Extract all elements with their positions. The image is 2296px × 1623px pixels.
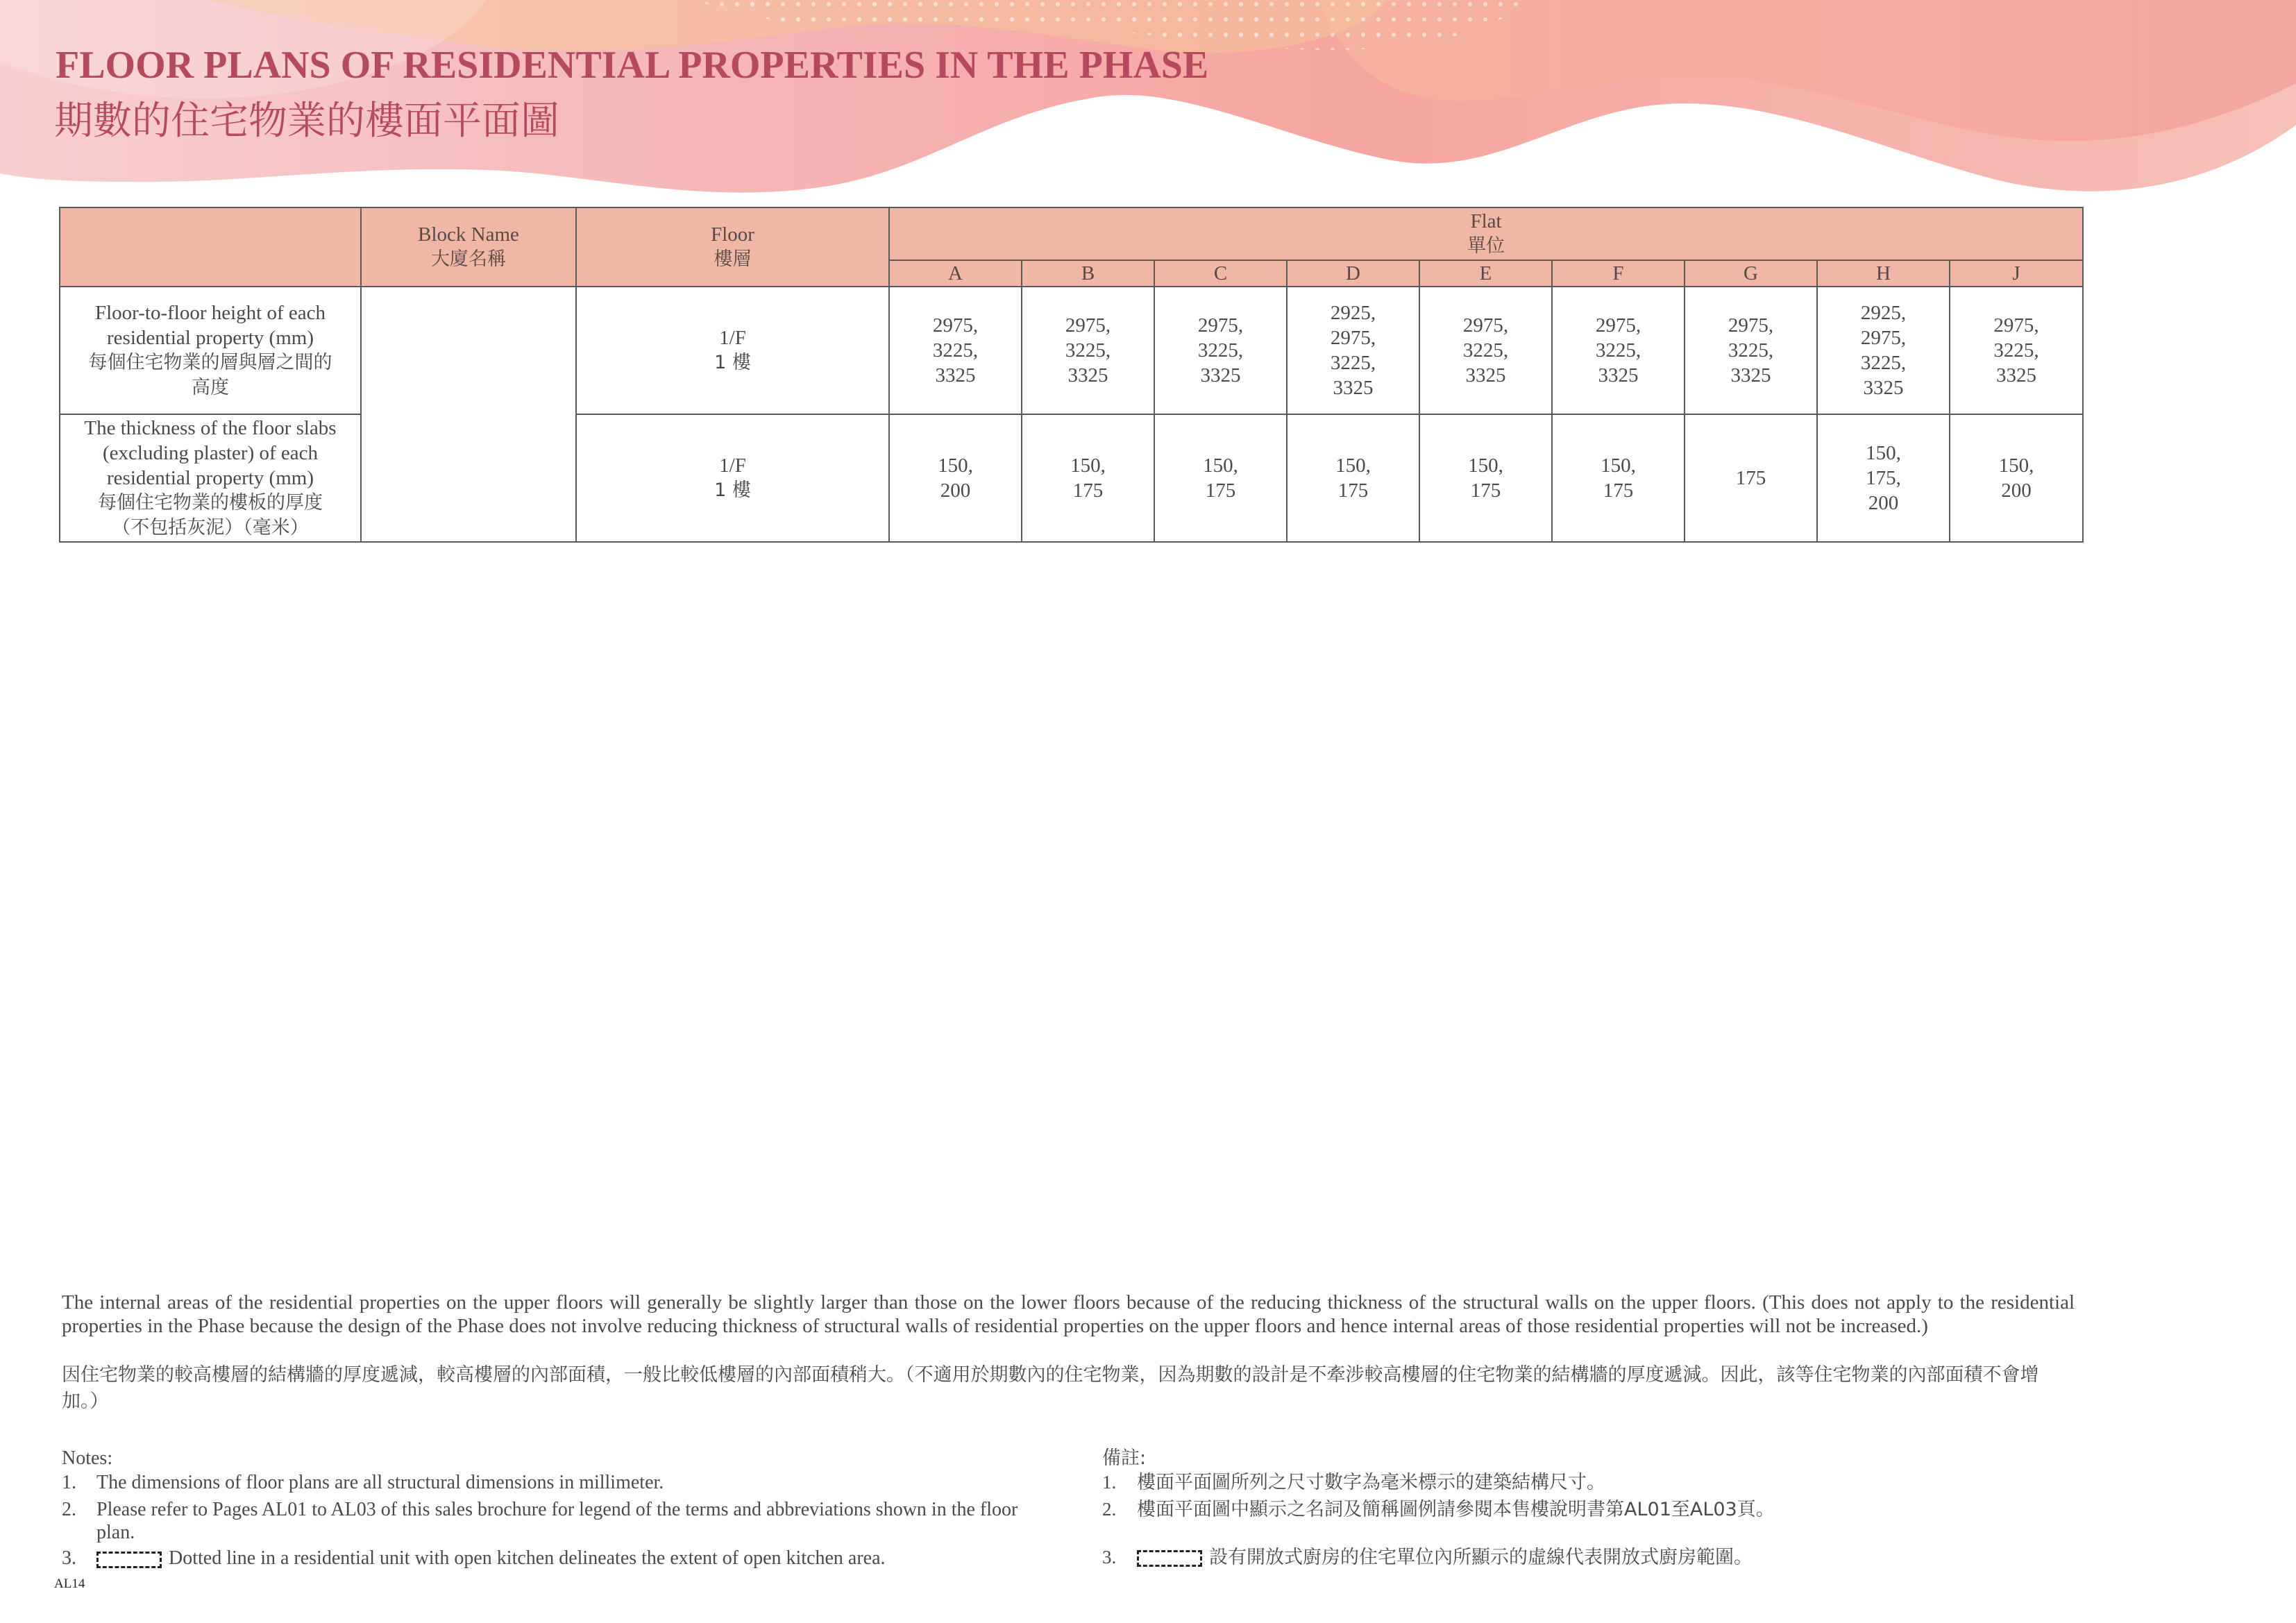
note-number: 3. <box>1102 1547 1117 1567</box>
value-line: 3325 <box>1333 377 1374 399</box>
floor-specification-table <box>59 207 2084 543</box>
value-line: 2975, <box>1595 314 1641 337</box>
value-cell <box>1287 287 1419 414</box>
value-cell <box>889 287 1022 414</box>
floor-zh: 1 樓 <box>714 479 751 501</box>
value-line: 175 <box>1470 479 1501 502</box>
value-line: 2925, <box>1330 302 1376 324</box>
flat-column-header: G <box>1685 260 1817 287</box>
note-item <box>1102 1471 2143 1494</box>
flat-header-en: Flat <box>1470 210 1502 232</box>
block-name-header <box>361 207 576 287</box>
value-line: 3225, <box>1860 352 1907 374</box>
note-text-wrap <box>1137 1546 2143 1569</box>
value-line: 2975, <box>1330 327 1376 349</box>
value-cell <box>1950 414 2083 542</box>
remark-paragraph-zh: 因住宅物業的較高樓層的結構牆的厚度遞減，較高樓層的內部面積，一般比較低樓層的內部面積稍大。（不適用於期數內的住宅物業，因為期數的設計是不牽涉較高樓層的住宅物業的結構牆的厚度遞減。因此，該等住宅物業的內部面積不會增加。） <box>62 1364 2039 1412</box>
corner-header-cell <box>60 207 361 287</box>
value-line: 150, <box>1203 454 1238 477</box>
floor-header-en: Floor <box>711 223 754 246</box>
floor-en: 1/F <box>719 327 746 349</box>
note-number: 2. <box>1102 1499 1117 1520</box>
notes-heading-zh: 備註: <box>1102 1447 1147 1469</box>
flat-column-header: J <box>1950 260 2083 287</box>
value-line: 2975, <box>1197 314 1244 337</box>
value-line: 3325 <box>1067 364 1108 386</box>
value-line: 2975, <box>932 314 979 337</box>
note-item <box>62 1498 1047 1544</box>
notes-heading-en: Notes: <box>62 1447 113 1469</box>
value-cell <box>1419 414 1552 542</box>
dotted-line-legend-icon <box>96 1552 162 1568</box>
page-title-en: FLOOR PLANS OF RESIDENTIAL PROPERTIES IN THE PHASE <box>56 44 1209 87</box>
flat-header-zh: 單位 <box>1467 235 1505 257</box>
note-item <box>1102 1546 2143 1569</box>
value-line: 3325 <box>1996 364 2037 386</box>
value-line: 150, <box>1998 454 2034 477</box>
note-item <box>62 1547 1047 1570</box>
note-text: 樓面平面圖所列之尺寸數字為毫米標示的建築結構尺寸。 <box>1137 1472 1605 1493</box>
remark-paragraph-en: The internal areas of the residential properties on the upper floors will generally be slightly larger than those on the lower floors because of the reducing thickness of the structural walls on the upper floors. (This does not apply to the residential properties in the Phase because the design of the Phase does not involve reducing thickness of structural walls of residential properties on the upper floors and hence internal areas of those residential properties will not be increased.) <box>62 1291 2075 1337</box>
row-label-slab-thickness <box>60 414 361 542</box>
value-cell <box>1022 414 1154 542</box>
value-line: 3225, <box>1728 339 1774 362</box>
flat-column-header: C <box>1154 260 1287 287</box>
value-line: 150, <box>1601 454 1636 477</box>
row-label-line: （不包括灰泥）（毫米） <box>112 517 309 538</box>
notes-en <box>62 1447 1047 1570</box>
value-line: 175 <box>1337 479 1369 502</box>
note-text: 設有開放式廚房的住宅單位內所顯示的虛線代表開放式廚房範圍。 <box>1209 1547 1753 1568</box>
row-label-line: residential property (mm) <box>107 467 314 489</box>
block-name-cell <box>361 287 576 542</box>
floor-zh: 1 樓 <box>714 352 751 373</box>
value-line: 3325 <box>1465 364 1506 386</box>
value-line: 2975, <box>1462 314 1509 337</box>
note-number: 1. <box>1102 1472 1117 1493</box>
value-line: 2975, <box>1065 314 1111 337</box>
flat-column-header: H <box>1817 260 1950 287</box>
value-line: 150, <box>1866 442 1901 464</box>
value-cell <box>1552 287 1685 414</box>
value-line: 175 <box>1072 479 1104 502</box>
value-cell <box>1817 287 1950 414</box>
note-text: 樓面平面圖中顯示之名詞及簡稱圖例請參閱本售樓說明書第AL01至AL03頁。 <box>1137 1499 1775 1520</box>
value-line: 175, <box>1866 467 1901 489</box>
value-line: 3225, <box>1993 339 2039 362</box>
row-label-line: 每個住宅物業的樓板的厚度 <box>98 492 323 513</box>
value-line: 3325 <box>1200 364 1241 386</box>
value-line: 3225, <box>1462 339 1509 362</box>
note-item <box>1102 1498 2143 1521</box>
value-line: 150, <box>1468 454 1503 477</box>
flat-column-header: B <box>1022 260 1154 287</box>
value-line: 175 <box>1735 467 1766 489</box>
row-label-line: (excluding plaster) of each <box>103 442 318 464</box>
value-cell <box>1287 414 1419 542</box>
flat-header <box>889 207 2083 260</box>
note-text: The dimensions of floor plans are all structural dimensions in millimeter. <box>96 1472 664 1493</box>
value-line: 3325 <box>1598 364 1639 386</box>
page-code: AL14 <box>54 1577 85 1591</box>
value-line: 175 <box>1603 479 1634 502</box>
value-line: 3225, <box>1595 339 1641 362</box>
value-line: 150, <box>938 454 973 477</box>
flat-column-header: A <box>889 260 1022 287</box>
value-cell <box>1154 414 1287 542</box>
floor-header-zh: 樓層 <box>714 248 752 270</box>
note-number: 3. <box>62 1547 76 1569</box>
value-line: 175 <box>1205 479 1236 502</box>
notes-zh <box>1102 1447 2143 1569</box>
note-item <box>62 1471 1047 1494</box>
value-line: 2975, <box>1993 314 2039 337</box>
block-name-header-zh: 大廈名稱 <box>431 248 506 270</box>
value-cell <box>1685 287 1817 414</box>
note-number: 2. <box>62 1499 76 1520</box>
value-line: 3225, <box>1330 352 1376 374</box>
value-cell <box>1419 287 1552 414</box>
value-line: 150, <box>1070 454 1106 477</box>
value-line: 200 <box>2001 479 2032 502</box>
floor-header <box>576 207 889 287</box>
floor-cell <box>576 287 889 414</box>
flat-column-header: E <box>1419 260 1552 287</box>
value-cell <box>889 414 1022 542</box>
value-cell <box>1552 414 1685 542</box>
row-label-line: Floor-to-floor height of each <box>94 302 326 324</box>
value-line: 3325 <box>1730 364 1771 386</box>
dotted-line-legend-icon <box>1137 1550 1202 1567</box>
value-cell <box>1685 414 1817 542</box>
value-line: 2975, <box>1860 327 1907 349</box>
value-cell <box>1817 414 1950 542</box>
flat-column-header: F <box>1552 260 1685 287</box>
note-text-wrap <box>96 1547 1047 1570</box>
floor-cell <box>576 414 889 542</box>
value-cell <box>1154 287 1287 414</box>
table-row-floor-height <box>60 287 2083 414</box>
row-label-line: 高度 <box>192 377 229 398</box>
row-label-line: residential property (mm) <box>107 327 314 349</box>
floor-en: 1/F <box>719 454 746 477</box>
row-label-line: The thickness of the floor slabs <box>84 417 337 439</box>
block-name-header-en: Block Name <box>418 223 519 246</box>
value-line: 200 <box>1868 492 1899 514</box>
value-line: 3325 <box>935 364 976 386</box>
note-text: Dotted line in a residential unit with open kitchen delineates the extent of open kitchen area. <box>169 1547 886 1569</box>
value-line: 2925, <box>1860 302 1907 324</box>
page-title-zh: 期數的住宅物業的樓面平面圖 <box>54 99 559 144</box>
value-line: 150, <box>1335 454 1371 477</box>
value-line: 3325 <box>1863 377 1904 399</box>
flat-column-header: D <box>1287 260 1419 287</box>
value-line: 3225, <box>1065 339 1111 362</box>
note-number: 1. <box>62 1472 76 1493</box>
note-text: Please refer to Pages AL01 to AL03 of this sales brochure for legend of the terms and abbreviations shown in the floor plan. <box>96 1499 1018 1543</box>
value-line: 2975, <box>1728 314 1774 337</box>
value-cell <box>1950 287 2083 414</box>
value-line: 3225, <box>932 339 979 362</box>
value-line: 3225, <box>1197 339 1244 362</box>
value-cell <box>1022 287 1154 414</box>
value-line: 200 <box>940 479 971 502</box>
row-label-line: 每個住宅物業的層與層之間的 <box>88 352 332 373</box>
row-label-floor-height <box>60 287 361 414</box>
